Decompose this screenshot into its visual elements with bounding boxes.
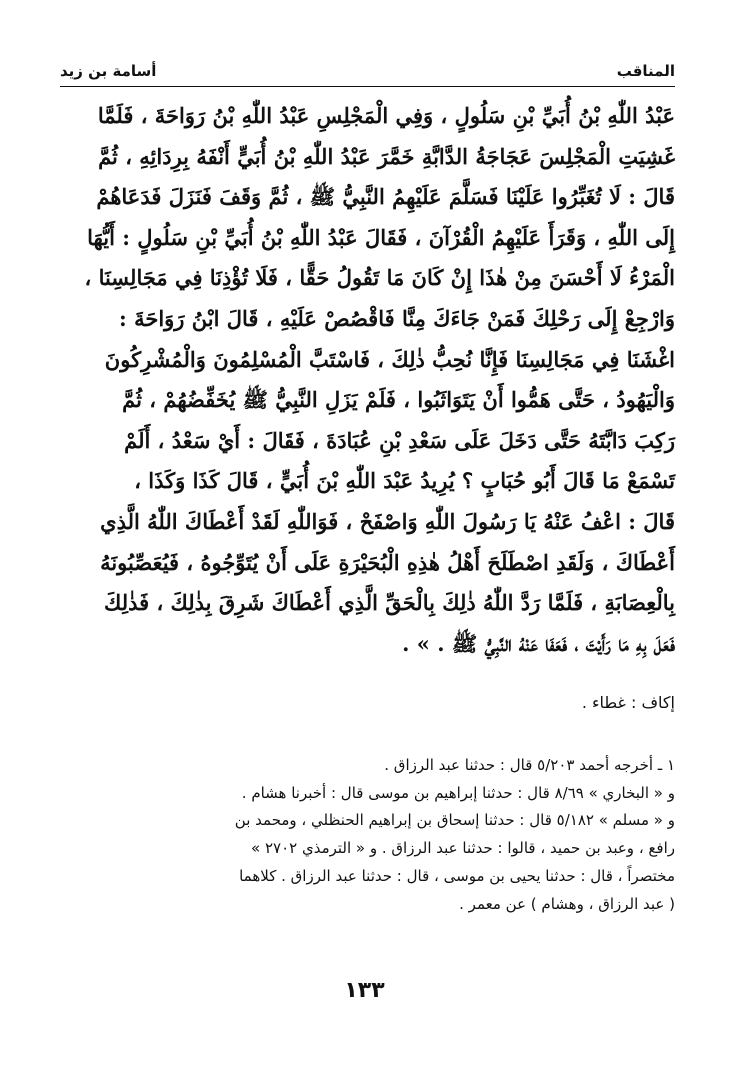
- text-line: غَشِيَتِ الْمَجْلِسَ عَجَاجَةُ الدَّابَّةِ خَمَّرَ عَبْدُ اللّٰهِ بْنُ أُبَيٍّ أَنْفَهُ بِرِدَائِهِ ، ثُمَّ: [98, 143, 675, 169]
- text-line: رَكِبَ دَابَّتَهُ حَتَّى دَخَلَ عَلَى سَعْدِ بْنِ عُبَادَةَ ، فَقَالَ : أَيْ سَعْدُ ، أَلَمْ: [124, 427, 675, 453]
- text-line: قَالَ : لَا تُغَبِّرُوا عَلَيْنَا فَسَلَّمَ عَلَيْهِمُ النَّبِيُّ ﷺ ، ثُمَّ وَقَفَ فَنَزَلَ فَدَعَاهُمْ: [96, 184, 675, 210]
- footnote-line: مختصراً ، قال : حدثنا يحيى بن موسى ، قال : حدثنا عبد الرزاق . كلاهما: [239, 866, 675, 885]
- footnote-line: و « مسلم » ٥/١٨٢ قال : حدثنا إسحاق بن إبراهيم الحنظلي ، ومحمد بن: [234, 811, 675, 830]
- footnote-line: و « البخاري » ٨/٦٩ قال : حدثنا إبراهيم بن موسى قال : أخبرنا هشام .: [241, 783, 675, 802]
- footnote-line: ( عبد الرزاق ، وهشام ) عن معمر .: [459, 894, 675, 913]
- footnotes: [60, 752, 675, 918]
- hadith-text: [60, 96, 675, 664]
- running-header: [60, 62, 675, 86]
- text-line: وَارْجِعْ إِلَى رَحْلِكَ فَمَنْ جَاءَكَ مِنَّا فَاقْصُصْ عَلَيْهِ ، قَالَ ابْنُ رَوَاحَةَ :: [119, 305, 675, 331]
- text-line: فَعَلَ بِهِ مَا رَأَيْتَ ، فَعَفَا عَنْهُ النَّبِيُّ ﷺ . » .: [402, 630, 675, 656]
- text-line: إِلَى اللّٰهِ ، وَقَرَأَ عَلَيْهِمُ الْقُرْآنَ ، فَقَالَ عَبْدُ اللّٰهِ بْنُ أُبَيِّ بْنِ سَلُولٍ : أَيُّهَا: [87, 224, 675, 250]
- text-line: عَبْدُ اللّٰهِ بْنُ أُبَيِّ بْنِ سَلُولٍ ، وَفِي الْمَجْلِسِ عَبْدُ اللّٰهِ بْنُ رَوَاحَةَ ، فَلَمَّا: [97, 103, 675, 128]
- text-line: بِالْعِصَابَةِ ، فَلَمَّا رَدَّ اللّٰهُ ذٰلِكَ بِالْحَقِّ الَّذِي أَعْطَاكَ شَرِقَ بِذٰلِكَ ، فَذٰلِكَ: [104, 590, 675, 616]
- footnote-line: رافع ، وعبد بن حميد ، قالوا : حدثنا عبد الرزاق . و « الترمذي ٢٧٠٢ »: [251, 839, 675, 858]
- text-line: تَسْمَعْ مَا قَالَ أَبُو حُبَابٍ ؟ يُرِيدُ عَبْدَ اللّٰهِ بْنَ أُبَيٍّ ، قَالَ كَذَا وَكَذَا ،: [134, 468, 675, 494]
- word-gloss: إكاف : غطاء .: [581, 693, 675, 712]
- text-line: الْمَرْءُ لَا أَحْسَنَ مِنْ هٰذَا إِنْ كَانَ مَا تَقُولُ حَقًّا ، فَلَا تُؤْذِنَا فِي مَجَالِسِنَا ،: [84, 265, 675, 291]
- chapter-title: المناقب: [616, 62, 675, 80]
- text-line: وَالْيَهُودُ ، حَتَّى هَمُّوا أَنْ يَتَوَاثَبُوا ، فَلَمْ يَزَلِ النَّبِيُّ ﷺ يُخَفِّضُهُمْ ، ثُمَّ: [122, 387, 675, 413]
- footnote-line: ١ ـ أخرجه أحمد ٥/٢٠٣ قال : حدثنا عبد الرزاق .: [384, 756, 675, 774]
- text-line: اغْشَنَا فِي مَجَالِسِنَا فَإِنَّا نُحِبُّ ذٰلِكَ ، فَاسْتَبَّ الْمُسْلِمُونَ وَالْمُشْرِكُونَ: [104, 346, 675, 372]
- text-line: أَعْطَاكَ ، وَلَقَدِ اصْطَلَحَ أَهْلُ هٰذِهِ الْبُحَيْرَةِ عَلَى أَنْ يُتَوِّجُوهُ ، فَيُعَصِّبُونَهُ: [100, 549, 675, 575]
- page-number: ١٣٣: [344, 978, 385, 1003]
- header-rule: [60, 86, 675, 87]
- text-line: قَالَ : اعْفُ عَنْهُ يَا رَسُولَ اللّٰهِ وَاصْفَحْ ، فَوَاللّٰهِ لَقَدْ أَعْطَاكَ اللّٰهُ الَّذِي: [100, 508, 675, 534]
- section-title: أسامة بن زيد: [60, 62, 157, 80]
